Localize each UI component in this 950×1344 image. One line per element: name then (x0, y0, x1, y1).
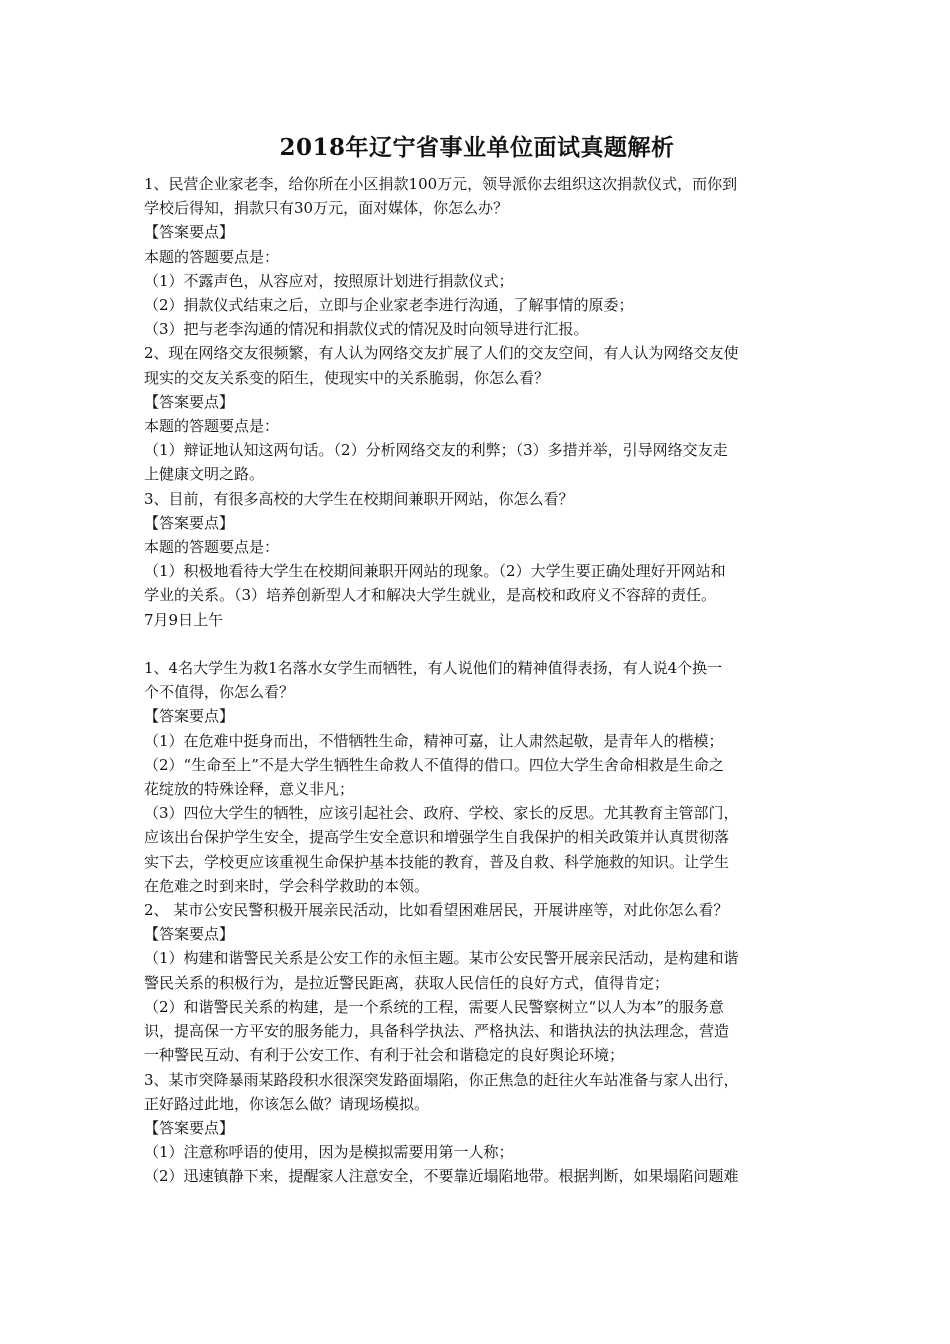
text-line: 本题的答题要点是： (144, 417, 280, 436)
text-line: 一种警民互动、有利于公安工作、有利于社会和谐稳定的良好舆论环境； (144, 1046, 625, 1065)
text-line: （3）把与老李沟通的情况和捐款仪式的情况及时向领导进行汇报。 (144, 320, 589, 339)
text-line: 3、目前，有很多高校的大学生在校期间兼职开网站，你怎么看？ (144, 489, 574, 508)
text-line: 学业的关系。（3）培养创新型人才和解决大学生就业，是高校和政府义不容辞的责任。 (144, 586, 717, 605)
text-line: 学校后得知，捐款只有30万元，面对媒体，你怎么办？ (144, 199, 509, 218)
text-line: （1）不露声色，从容应对，按照原计划进行捐款仪式； (144, 271, 514, 290)
text-line: 【答案要点】 (144, 707, 235, 726)
text-line: 个不值得，你怎么看？ (144, 683, 295, 702)
text-line: 识，提高保一方平安的服务能力，具备科学执法、严格执法、和谐执法的执法理念，营造 (144, 1022, 730, 1041)
text-line: 1、4名大学生为救1名落水女学生而牺牲，有人说他们的精神值得表扬，有人说4个换一 (144, 659, 723, 678)
text-line: （1）积极地看待大学生在校期间兼职开网站的现象。（2）大学生要正确处理好开网站和 (144, 562, 726, 581)
text-line: 【答案要点】 (144, 925, 235, 944)
text-line: （1）注意称呼语的使用，因为是模拟需要用第一人称； (144, 1143, 514, 1162)
text-line: （2）捐款仪式结束之后，立即与企业家老李进行沟通，了解事情的原委； (144, 296, 634, 315)
text-line: 1、民营企业家老李，给你所在小区捐款100万元，领导派你去组织这次捐款仪式，而你到 (144, 175, 738, 193)
text-line: （1）在危难中挺身而出，不惜牺牲生命，精神可嘉，让人肃然起敬，是青年人的楷模； (144, 731, 724, 750)
text-line: 【答案要点】 (144, 1118, 235, 1137)
text-line: 现实的交友关系变的陌生，使现实中的关系脆弱，你怎么看？ (144, 368, 550, 387)
text-line: 7月9日上午 (144, 610, 224, 629)
text-line: 在危难之时到来时，学会科学救助的本领。 (144, 876, 430, 895)
text-line: 上健康文明之路。 (144, 465, 265, 484)
text-line: 【答案要点】 (144, 392, 235, 411)
text-line: 本题的答题要点是： (144, 538, 280, 557)
text-line: 【答案要点】 (144, 513, 235, 532)
text-line: （1）辩证地认知这两句话。（2）分析网络交友的利弊；（3）多措并举，引导网络交友走 (144, 441, 728, 460)
page-title: 2018年辽宁省事业单位面试真题解析 (279, 134, 675, 161)
blank-line (144, 632, 810, 656)
text-line: 3、某市突降暴雨某路段积水很深突发路面塌陷，你正焦急的赶往火车站准备与家人出行， (144, 1070, 739, 1089)
text-line: 实下去，学校更应该重视生命保护基本技能的教育，普及自救、科学施救的知识。让学生 (144, 852, 730, 871)
document-body (144, 172, 810, 1189)
text-line: 花绽放的特殊诠释，意义非凡； (144, 780, 355, 799)
text-line: 正好路过此地，你该怎么做？请现场模拟。 (144, 1094, 430, 1113)
text-line: （1）构建和谐警民关系是公安工作的永恒主题。某市公安民警开展亲民活动，是构建和谐 (144, 949, 739, 968)
text-line: 警民关系的积极行为，是拉近警民距离，获取人民信任的良好方式，值得肯定； (144, 973, 670, 992)
text-line: 本题的答题要点是： (144, 247, 280, 266)
text-line: 2、 某市公安民警积极开展亲民活动，比如看望困难居民，开展讲座等，对此你怎么看？ (144, 901, 729, 920)
text-line: 应该出台保护学生安全，提高学生安全意识和增强学生自我保护的相关政策并认真贯彻落 (144, 828, 730, 847)
text-line: 2、现在网络交友很频繁，有人认为网络交友扩展了人们的交友空间，有人认为网络交友使 (144, 344, 739, 363)
text-line: （3）四位大学生的牺牲，应该引起社会、政府、学校、家长的反思。尤其教育主管部门， (144, 804, 739, 823)
text-line: （2）“生命至上”不是大学生牺牲生命救人不值得的借口。四位大学生舍命相救是生命之 (144, 755, 724, 774)
text-line: （2）迅速镇静下来，提醒家人注意安全，不要靠近塌陷地带。根据判断，如果塌陷问题难 (144, 1167, 739, 1186)
text-line: 【答案要点】 (144, 223, 235, 242)
text-line: （2）和谐警民关系的构建，是一个系统的工程，需要人民警察树立“以人为本”的服务意 (144, 997, 724, 1016)
